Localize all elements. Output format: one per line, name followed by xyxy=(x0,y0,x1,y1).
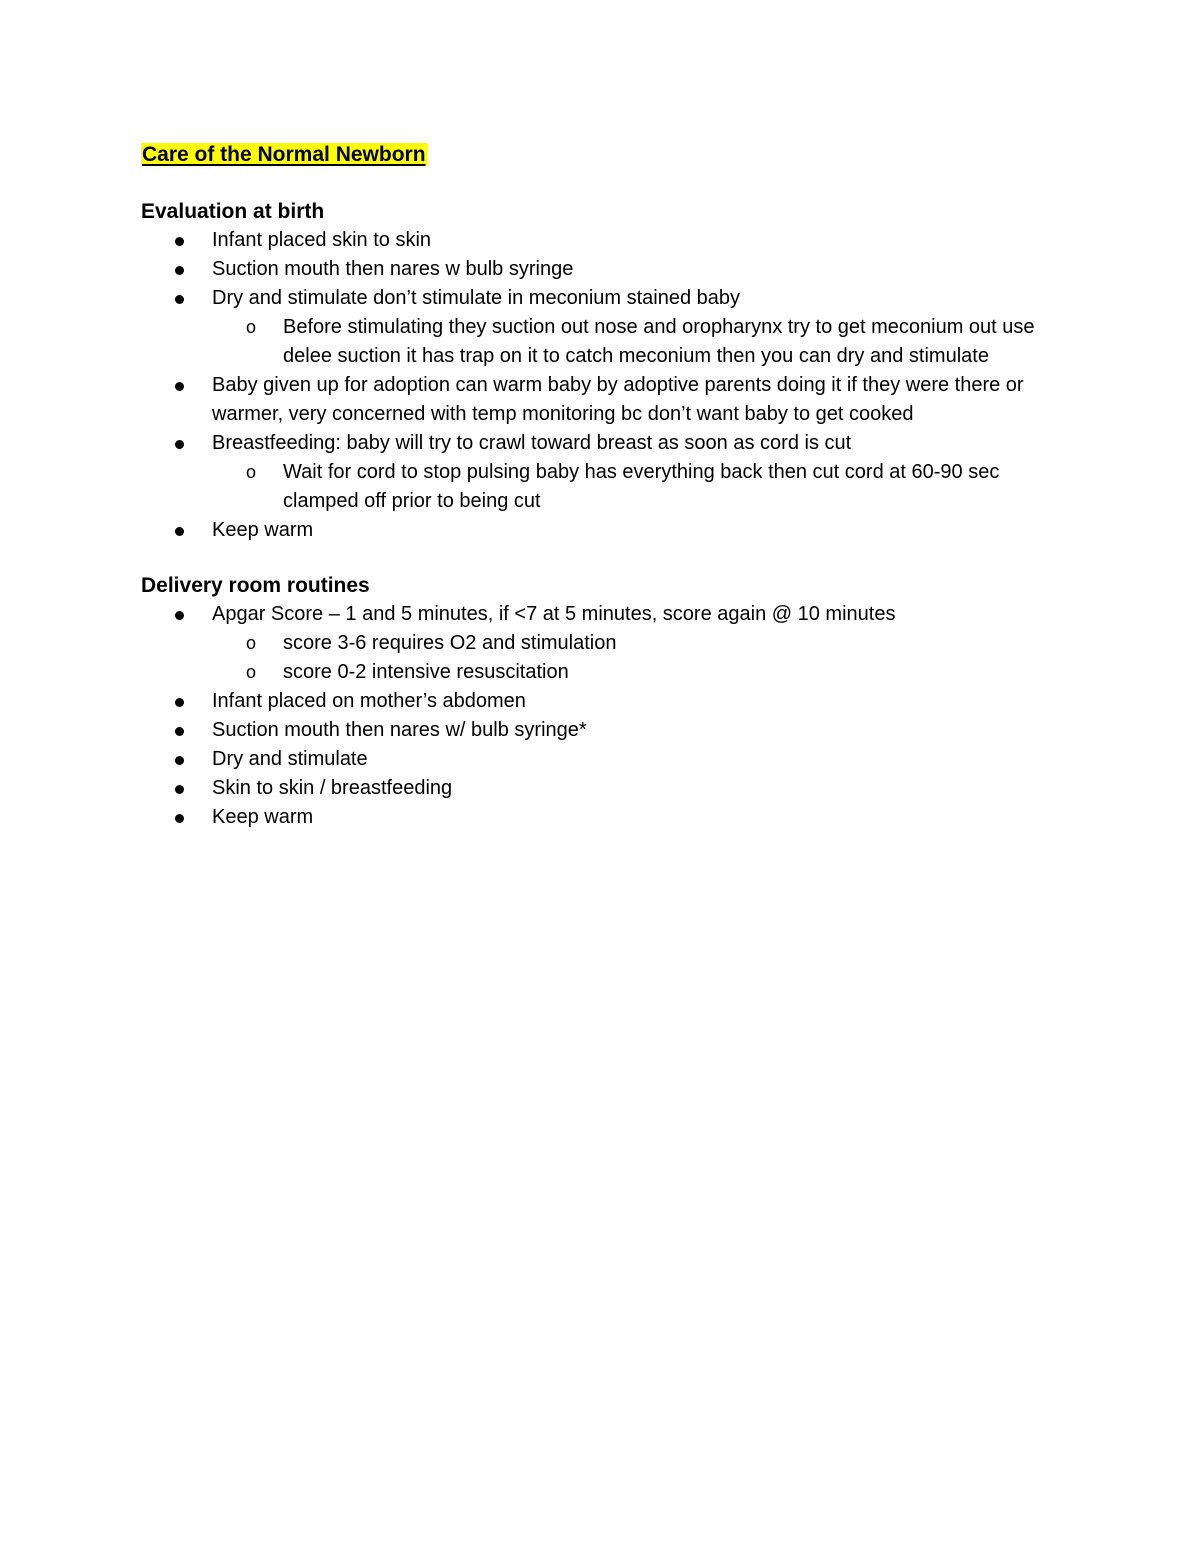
list-item xyxy=(141,803,1071,832)
list-item xyxy=(141,716,1071,745)
document-title-text: Care of the Normal Newborn xyxy=(142,143,426,166)
sub-list-item-text: Before stimulating they suction out nose and oropharynx try to get meconium out use delee suction it has trap on it to catch meconium then you can dry and stimulate xyxy=(283,316,1035,367)
sub-list-item xyxy=(212,629,1071,658)
bullet-dot-icon xyxy=(175,727,184,736)
list-item xyxy=(141,255,1071,284)
list-item xyxy=(141,284,1071,371)
circle-bullet-icon: o xyxy=(246,462,257,482)
list-item xyxy=(141,371,1071,429)
circle-bullet-icon: o xyxy=(246,317,257,337)
section-delivery-room-routines xyxy=(141,571,1071,832)
bullet-list xyxy=(141,226,1071,545)
sub-list-item xyxy=(212,658,1071,687)
document-content xyxy=(141,140,1071,858)
bullet-dot-icon xyxy=(175,527,184,536)
sub-bullet-list xyxy=(212,629,1071,687)
bullet-dot-icon xyxy=(175,237,184,246)
document-title xyxy=(141,140,1071,169)
sub-bullet-list xyxy=(212,458,1071,516)
list-item-text: Dry and stimulate xyxy=(212,748,368,770)
list-item-text: Dry and stimulate don’t stimulate in meconium stained baby xyxy=(212,287,741,309)
list-item xyxy=(141,600,1071,687)
bullet-dot-icon xyxy=(175,295,184,304)
bullet-dot-icon xyxy=(175,756,184,765)
circle-bullet-icon: o xyxy=(246,662,257,682)
sub-list-item xyxy=(212,458,1071,516)
list-item-text: Baby given up for adoption can warm baby by adoptive parents doing it if they were there or warmer, very concerned with temp monitoring bc don’t want baby to get cooked xyxy=(212,374,1024,425)
section-heading: Delivery room routines xyxy=(141,574,370,597)
bullet-dot-icon xyxy=(175,266,184,275)
list-item-text: Suction mouth then nares w bulb syringe xyxy=(212,258,574,280)
sub-list-item-text: score 0-2 intensive resuscitation xyxy=(283,661,569,683)
list-item-text: Suction mouth then nares w/ bulb syringe* xyxy=(212,719,587,741)
list-item-text: Breastfeeding: baby will try to crawl toward breast as soon as cord is cut xyxy=(212,432,852,454)
circle-bullet-icon: o xyxy=(246,633,257,653)
list-item xyxy=(141,429,1071,516)
list-item-text: Infant placed skin to skin xyxy=(212,229,432,251)
list-item xyxy=(141,745,1071,774)
list-item-text: Skin to skin / breastfeeding xyxy=(212,777,453,799)
bullet-dot-icon xyxy=(175,382,184,391)
list-item xyxy=(141,774,1071,803)
sub-list-item xyxy=(212,313,1071,371)
list-item xyxy=(141,516,1071,545)
sub-list-item-text: Wait for cord to stop pulsing baby has everything back then cut cord at 60-90 sec clamped off prior to being cut xyxy=(283,461,1000,512)
list-item-text: Keep warm xyxy=(212,519,314,541)
list-item-text: Infant placed on mother’s abdomen xyxy=(212,690,526,712)
list-item-text: Keep warm xyxy=(212,806,314,828)
bullet-dot-icon xyxy=(175,611,184,620)
list-item xyxy=(141,687,1071,716)
list-item-text: Apgar Score – 1 and 5 minutes, if <7 at 5 minutes, score again @ 10 minutes xyxy=(212,603,896,625)
section-heading: Evaluation at birth xyxy=(141,200,325,223)
section-evaluation-at-birth xyxy=(141,197,1071,545)
bullet-dot-icon xyxy=(175,785,184,794)
list-item xyxy=(141,226,1071,255)
sub-list-item-text: score 3-6 requires O2 and stimulation xyxy=(283,632,617,654)
bullet-dot-icon xyxy=(175,814,184,823)
bullet-dot-icon xyxy=(175,698,184,707)
bullet-list xyxy=(141,600,1071,832)
sub-bullet-list xyxy=(212,313,1071,371)
bullet-dot-icon xyxy=(175,440,184,449)
